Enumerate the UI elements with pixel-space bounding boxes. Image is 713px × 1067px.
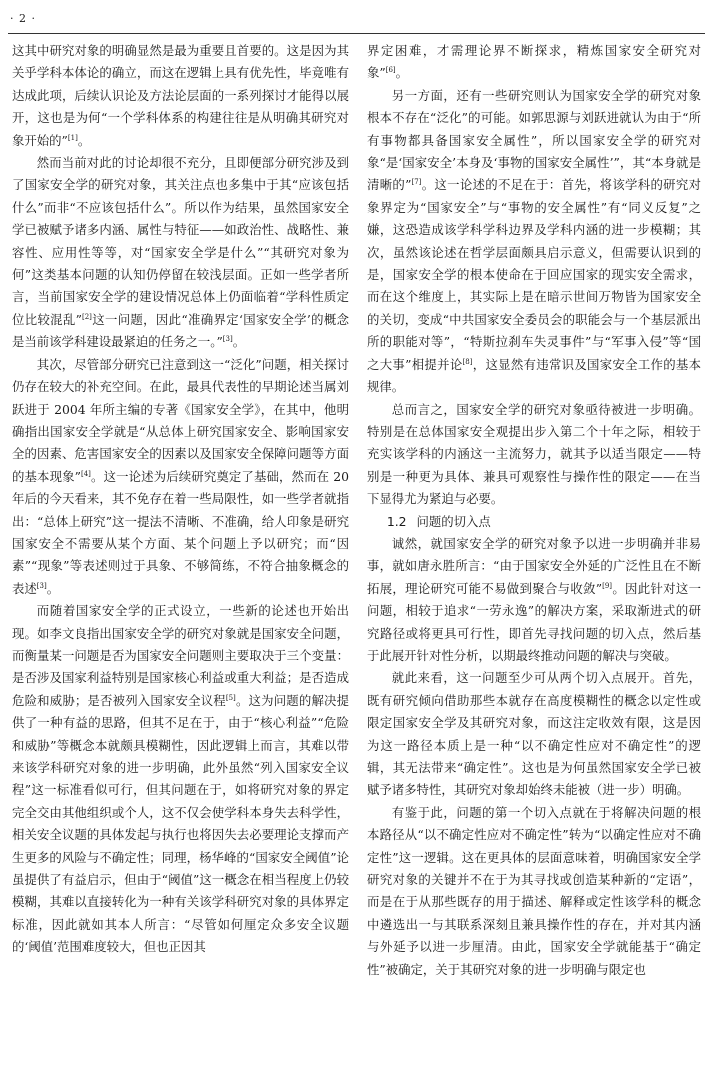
text-run: 诚然，就国家安全学的研究对象予以进一步明确并非易事，就如唐永胜所言：“由于国家安全外延的广泛性且在不断拓展，理论研究可能不易做到聚合与收敛” xyxy=(367,535,701,596)
citation-ref: [9] xyxy=(602,581,613,590)
text-run: 其次，尽管部分研究已注意到这一“泛化”问题，相关探讨仍存在较大的补充空间。在此，最具代表性的早期论述当属刘跃进于 2004 年所主编的专著《国家安全学》，在其中，他明确指出国家安全学就是“从总体上研究国家安全、影响国家安全的因素、危害国家安全的因素以及国家安全保障问题等方面的基本现象” xyxy=(12,356,349,484)
right-column-upper xyxy=(367,40,701,511)
paragraph xyxy=(367,85,701,399)
left-column xyxy=(12,40,349,959)
citation-ref: [6] xyxy=(385,66,396,75)
text-run: 。这为问题的解决提供了一种有益的思路，但其不足在于，由于“核心利益”“危险和威胁”等概念本就颇具模糊性，因此逻辑上而言，其难以带来该学科研究对象的进一步明确，此外虽然“列入国家安全议程”这一标准看似可行，但其问题在于，如将研究对象的界定完全交由其他组织或个人，这不仅会使学科本身失去科学性，相关安全议题的具体发起与执行也将因失去必要理论支撑而产生更多的风险与不确定性；同理，杨华峰的“国家安全阈值”论虽提供了有益启示，但由于“阈值”这一概念在相当程度上仍较模糊，其难以直接转化为一种有关该学科研究对象的具体界定标准，因此就如其本人所言：“尽管如何厘定众多安全议题的‘阈值’范围难度较大，但也正因其 xyxy=(12,692,350,955)
right-column-lower xyxy=(367,533,701,981)
paragraph xyxy=(12,152,349,354)
text-run: 。因此针对这一问题，相较于追求“一劳永逸”的解决方案，采取渐进式的研究路径或将更具可行性，即首先寻找问题的切入点，然后基于此展开针对性分析，以期最终推动问题的解决与突破。 xyxy=(367,580,701,663)
paragraph xyxy=(12,600,349,959)
text-run: 就此来看，这一问题至少可从两个切入点展开。首先，既有研究倾向借助那些本就存在高度模糊性的概念以定性或限定国家安全学及其研究对象，而这注定收效有限，这是因为这一路径本质上是一种“以不确定性应对不确定性”的逻辑，其无法带来“确定性”。这也是为何虽然国家安全学已被赋予诸多特性，其研究对象却始终未能被（进一步）明确。 xyxy=(367,670,701,798)
paragraph xyxy=(367,533,701,667)
paragraph xyxy=(367,40,701,85)
text-run: 。 xyxy=(46,580,60,596)
section-number: 1.2 xyxy=(386,513,407,529)
header-rule xyxy=(8,33,705,34)
paragraph xyxy=(12,40,349,152)
right-column xyxy=(367,40,701,981)
paragraph xyxy=(12,354,349,600)
citation-ref: [8] xyxy=(462,357,473,366)
paragraph xyxy=(367,399,701,511)
text-run: 有鉴于此，问题的第一个切入点就在于将解决问题的根本路径从“以不确定性应对不确定性”转为“以确定性应对不确定性”这一逻辑。这在更具体的层面意味着，明确国家安全学研究对象的关键并不在于为其寻找或创造某种新的“定语”，而是在于从那些既存的用于描述、解释或定性该学科的概念中遴选出一与其联系深刻且兼具操作性的存在，并对其内涵与外延予以进一步厘清。由此，国家安全学就能基于“确定性”被确定，关于其研究对象的进一步明确与限定也 xyxy=(367,804,701,977)
citation-ref: [7] xyxy=(411,178,422,187)
citation-ref: [3] xyxy=(222,335,233,344)
citation-ref: [3] xyxy=(36,581,47,590)
text-run: 界定困难，才需理论界不断探求，精炼国家安全研究对象” xyxy=(367,43,701,81)
text-run: 。 xyxy=(77,132,91,148)
paragraph xyxy=(367,667,701,801)
text-run: 。这一论述的不足在于：首先，将该学科的研究对象界定为“国家安全”与“事物的安全属性”有“同义反复”之嫌，这恐造成该学科学科边界及学科内涵的进一步模糊；其次，虽然该论述在哲学层面颇具启示意义，但需要认识到的是，国家安全学的根本使命在于回应国家的现实安全需求，而在这个维度上，其实际上是在暗示世间万物皆为国家安全的关切，变成“中共国家安全委员会的职能会与一个基层派出所的职能对等”，“特斯拉刹车失灵事件”与“军事入侵”等“国之大事”相提并论 xyxy=(367,177,701,372)
text-run: 然而当前对此的讨论却很不充分，且即便部分研究涉及到了国家安全学的研究对象，其关注点也多集中于其“应该包括什么”而非“不应该包括什么”。所以作为结果，虽然国家安全学已被赋予诸多内涵、属性与特征——如政治性、战略性、兼容性、应用性等等，对“国家安全学是什么”“其研究对象为何”这类基本问题的认知仍停留在较浅层面。正如一些学者所言，当前国家安全学的建设情况总体上仍面临着“学科性质定位比较混乱” xyxy=(12,155,349,327)
citation-ref: [5] xyxy=(225,693,236,702)
text-run: 。 xyxy=(395,65,409,81)
text-run: 这其中研究对象的明确显然是最为重要且首要的。这是因为其关乎学科本体论的确立，而这在逻辑上具有优先性，毕竟唯有达成此项，后续认识论及方法论层面的一系列探讨才能得以展开，这也是为何“一个学科体系的构建往往是从明确其研究对象开始的” xyxy=(12,43,349,148)
section-title: 问题的切入点 xyxy=(416,513,491,529)
citation-ref: [2] xyxy=(81,312,92,321)
citation-ref: [4] xyxy=(81,469,91,478)
text-run: ，这显然有违常识及国家安全工作的基本规律。 xyxy=(367,356,702,395)
page-number: · 2 · xyxy=(10,12,36,25)
section-heading xyxy=(367,511,701,533)
paragraph xyxy=(367,802,701,981)
text-run: 这一问题，因此“准确界定‘国家安全学’的概念是当前该学科建设最紧迫的任务之一。” xyxy=(12,311,349,350)
text-run: 总而言之，国家安全学的研究对象亟待被进一步明确。特别是在总体国家安全观提出步入第二个十年之际，相较于充实该学科的内涵这一主流努力，就其予以适当限定——特别是一种更为具体、兼具可观察性与操作性的限定——在当下显得尤为紧迫与必要。 xyxy=(367,401,701,507)
text-run: 而随着国家安全学的正式设立，一些新的论述也开始出现。如李文良指出国家安全学的研究对象就是国家安全问题，而衡量某一问题是否为国家安全问题则主要取决于三个变量：是否涉及国家利益特别是国家核心利益或重大利益；是否造成危险和威胁；是否被列入国家安全议程 xyxy=(12,603,349,708)
text-run: 另一方面，还有一些研究则认为国家安全学的研究对象根本不存在“泛化”的可能。如郭思源与刘跃进就认为由于“所有事物都具备国家安全属性”，所以国家安全学的研究对象“是‘国家安全’本身及‘事物的国家安全属性’”，其“本身就是清晰的” xyxy=(367,87,701,193)
citation-ref: [1] xyxy=(67,133,78,142)
text-run: 。这一论述为后续研究奠定了基础，然而在 20 年后的今天看来，其不免存在着一些局限性，如一些学者就指出：“总体上研究”这一提法不清晰、不准确，给人印象是研究国家安全不需要从某个方面、某个问题上予以研究；而“因素”“现象”等表述则过于具象、不够简练，不符合抽象概念的表述 xyxy=(12,468,349,596)
text-run: 。 xyxy=(232,334,246,350)
